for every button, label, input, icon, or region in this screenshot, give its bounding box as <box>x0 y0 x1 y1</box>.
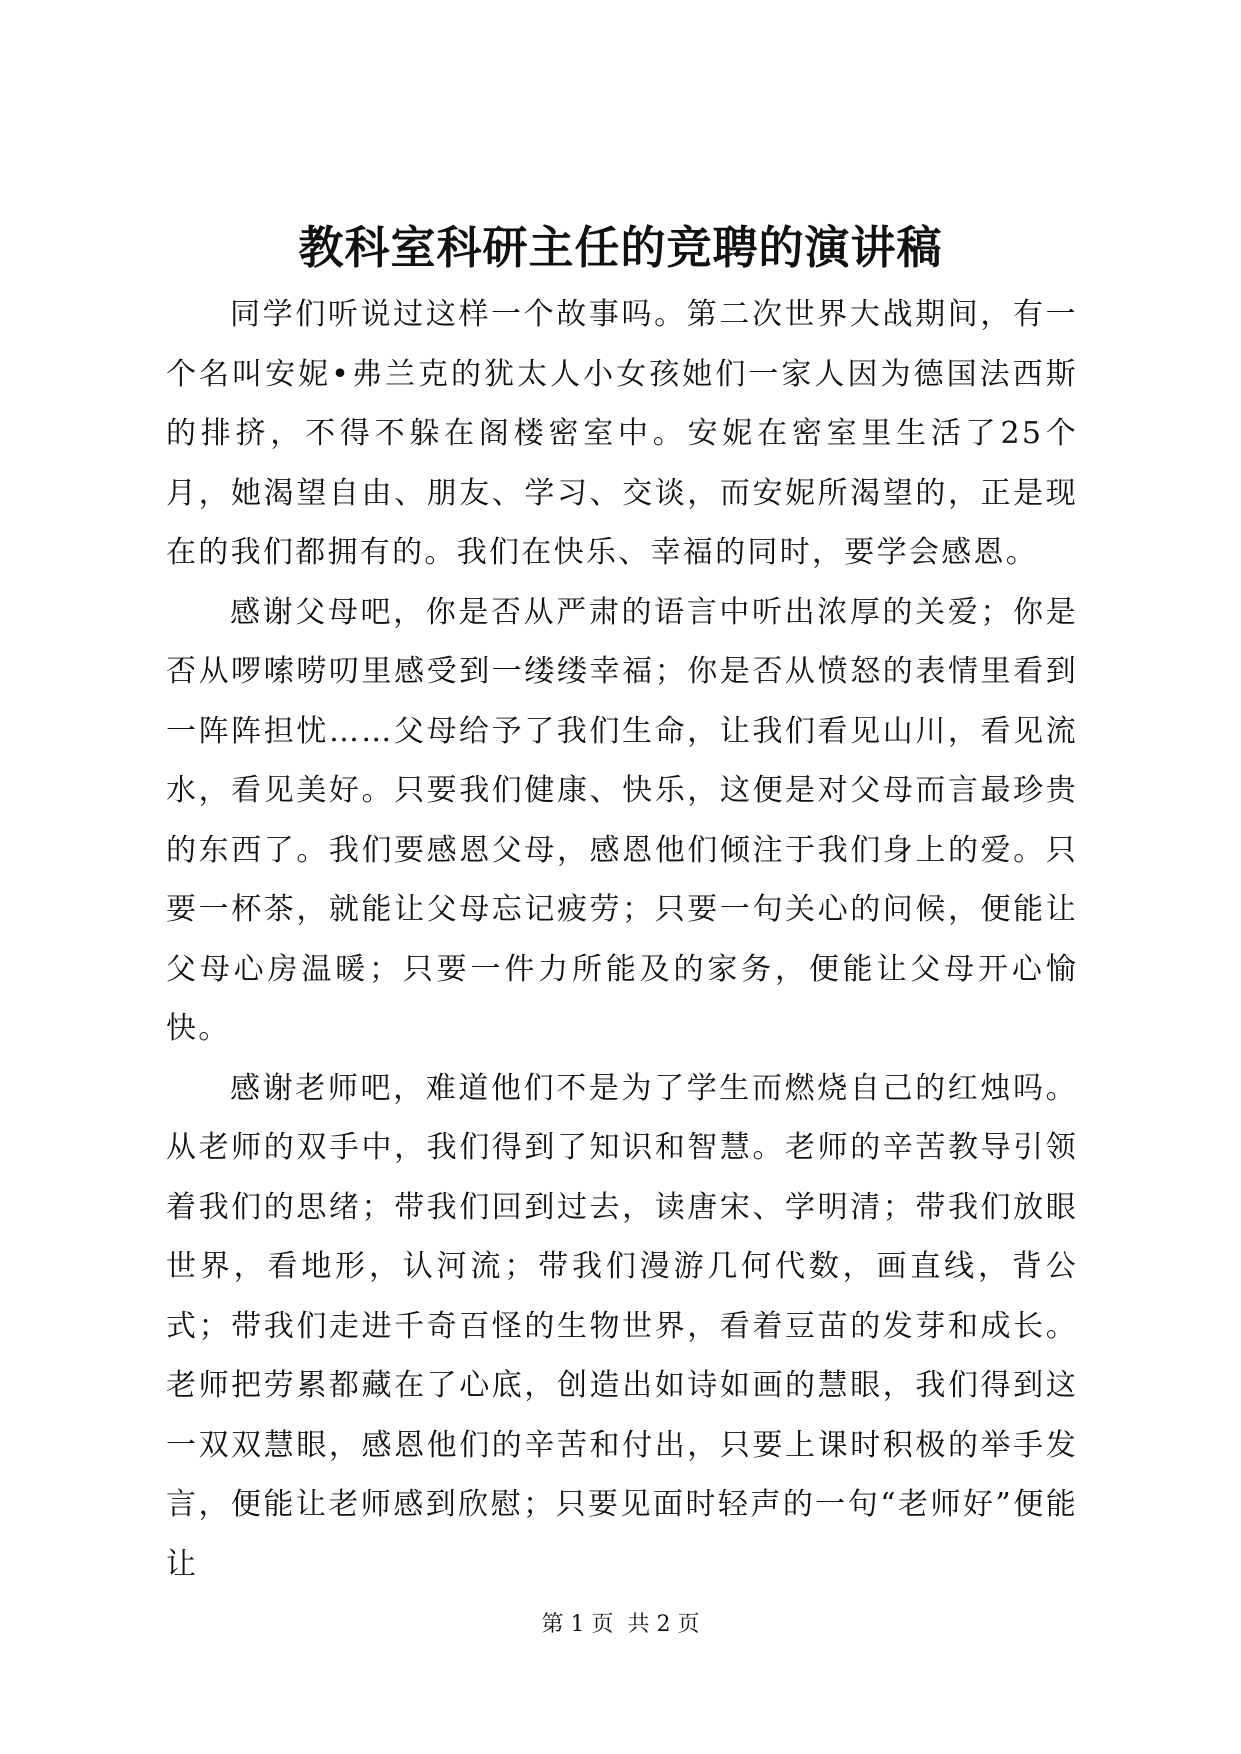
paragraph-intro-story: 同学们听说过这样一个故事吗。第二次世界大战期间，有一个名叫安妮•弗兰克的犹太人小女孩她们一家人因为德国法西斯的排挤，不得不躲在阁楼密室中。安妮在密室里生活了25个月，她渴望自由、朋友、学习、交谈，而安妮所渴望的，正是现在的我们都拥有的。我们在快乐、幸福的同时，要学会感恩。 <box>166 297 1078 570</box>
page-number: 第 1 页 共 2 页 <box>541 1612 700 1637</box>
page-footer <box>0 1610 1241 1640</box>
paragraph-thank-teachers: 感谢老师吧，难道他们不是为了学生而燃烧自己的红烛吗。从老师的双手中，我们得到了知识和智慧。老师的辛苦教导引领着我们的思绪；带我们回到过去，读唐宋、学明清；带我们放眼世界，看地形，认河流；带我们漫游几何代数，画直线，背公式；带我们走进千奇百怪的生物世界，看着豆苗的发芽和成长。老师把劳累都藏在了心底，创造出如诗如画的慧眼，我们得到这一双双慧眼，感恩他们的辛苦和付出，只要上课时积极的举手发言，便能让老师感到欣慰；只要见面时轻声的一句“老师好”便能让 <box>166 1070 1078 1582</box>
paragraph-thank-parents: 感谢父母吧，你是否从严肃的语言中听出浓厚的关爱；你是否从啰嗦唠叨里感受到一缕缕幸福；你是否从愤怒的表情里看到一阵阵担忧……父母给予了我们生命，让我们看见山川，看见流水，看见美好。只要我们健康、快乐，这便是对父母而言最珍贵的东西了。我们要感恩父母，感恩他们倾注于我们身上的爱。只要一杯茶，就能让父母忘记疲劳；只要一句关心的问候，便能让父母心房温暖；只要一件力所能及的家务，便能让父母开心愉快。 <box>166 594 1078 1046</box>
document-body <box>166 285 1078 1594</box>
document-title: 教科室科研主任的竞聘的演讲稿 <box>298 221 943 274</box>
